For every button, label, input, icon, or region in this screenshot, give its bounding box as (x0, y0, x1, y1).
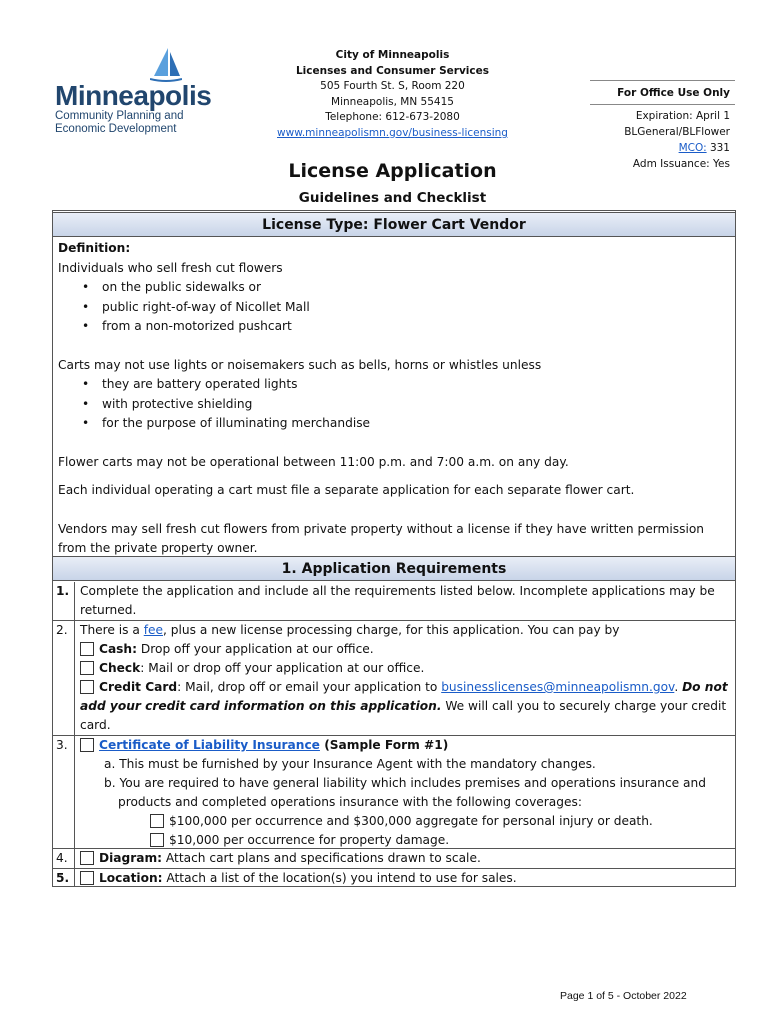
list-item: • for the purpose of illuminating merchandise (102, 414, 728, 434)
sample-form-label: (Sample Form #1) (319, 738, 449, 752)
definition-section (58, 239, 728, 559)
insurance-item-a: a. This must be furnished by your Insurance Agent with the mandatory changes. (104, 757, 596, 771)
list-item: • with protective shielding (102, 395, 728, 415)
cash-text: Drop off your application at our office. (136, 642, 374, 656)
private-property-text: Vendors may sell fresh cut flowers from private property without a license if they have written permission from the private property owner. (58, 521, 705, 555)
location-checkbox[interactable] (80, 871, 94, 885)
adm-issuance: Adm Issuance: Yes (632, 158, 730, 170)
page-title: License Application (288, 160, 497, 182)
fee-post: , plus a new license processing charge, for this application. You can pay by (163, 623, 620, 637)
division-name: Licenses and Consumer Services (295, 64, 490, 77)
credit-card-warning: Do not add your credit card information on this application. (80, 680, 728, 713)
mco-value: 331 (706, 142, 730, 154)
credit-card-checkbox[interactable] (80, 680, 94, 694)
row-number: 2. (56, 623, 68, 637)
coverage-2-checkbox[interactable] (150, 833, 164, 847)
page-footer: Page 1 of 5 - October 2022 (560, 990, 687, 1002)
requirement-text: Complete the application and include all the requirements listed below. Incomplete applications may be returned. (80, 584, 715, 617)
fee-link[interactable]: fee (143, 623, 164, 637)
list-item: • on the public sidewalks or (102, 278, 728, 298)
separate-application-text: Each individual operating a cart must file a separate application for each separate flower cart. (58, 483, 635, 497)
location-text: Attach a list of the location(s) you intend to use for sales. (162, 871, 517, 885)
page-subtitle: Guidelines and Checklist (298, 190, 487, 206)
office-use-block (590, 108, 730, 172)
address-line-1: 505 Fourth St. S, Room 220 (320, 80, 465, 92)
website-link[interactable]: www.minneapolismn.gov/business-licensing (277, 126, 508, 139)
mco (590, 140, 730, 156)
cart-bullets (58, 375, 728, 434)
requirement-row-2 (52, 621, 736, 735)
license-type-bar: License Type: Flower Cart Vendor (52, 212, 736, 237)
number-column-divider (74, 582, 75, 887)
row-number: 1. (56, 584, 70, 598)
requirements-heading-bar: 1. Application Requirements (52, 556, 736, 581)
expiration: Expiration: April 1 (635, 110, 730, 122)
insurance-item-b: b. You are required to have general liability which includes premises and operations insurance and products and completed operations insurance with the following coverages: (104, 776, 706, 809)
list-item: • they are battery operated lights (102, 375, 728, 395)
mco-link[interactable]: MCO: (678, 142, 707, 154)
credit-card-label: Credit Card (99, 680, 178, 694)
fee-pre: There is a (80, 623, 144, 637)
phone: Telephone: 612-673-2080 (325, 111, 460, 123)
check-checkbox[interactable] (80, 661, 94, 675)
requirement-row-5 (52, 869, 736, 888)
office-address-block (260, 48, 525, 141)
credit-card-text: : Mail, drop off or email your application to (177, 680, 442, 694)
check-label: Check (99, 661, 141, 675)
cash-label: Cash: (99, 642, 137, 656)
address-line-2: Minneapolis, MN 55415 (331, 95, 454, 108)
cash-checkbox[interactable] (80, 642, 94, 656)
definition-label: Definition: (58, 241, 131, 255)
credit-card-period: . (674, 680, 683, 694)
office-use-title: For Office Use Only (617, 87, 730, 99)
location-label: Location: (99, 871, 163, 885)
diagram-label: Diagram: (99, 851, 163, 865)
office-divider-bottom (590, 104, 735, 105)
org-name: City of Minneapolis (335, 49, 450, 61)
email-link[interactable]: businesslicenses@minneapolismn.gov (441, 680, 675, 694)
diagram-text: Attach cart plans and specifications drawn to scale. (162, 851, 481, 865)
requirement-row-4 (52, 849, 736, 868)
hours-text: Flower carts may not be operational between 11:00 p.m. and 7:00 a.m. on any day. (58, 454, 569, 469)
carts-intro: Carts may not use lights or noisemakers such as bells, horns or whistles unless (58, 357, 542, 372)
office-divider-top (590, 80, 735, 81)
insurance-checkbox[interactable] (80, 738, 94, 752)
coverage-1-checkbox[interactable] (150, 814, 164, 828)
insurance-link[interactable]: Certificate of Liability Insurance (99, 738, 320, 752)
list-item: • public right-of-way of Nicollet Mall (102, 298, 728, 318)
logo-subtitle-line1: Community Planning and (55, 110, 184, 122)
coverage-1-text: $100,000 per occurrence and $300,000 aggregate for personal injury or death. (169, 814, 653, 828)
requirement-row-1 (52, 582, 736, 620)
definition-intro: Individuals who sell fresh cut flowers (58, 260, 283, 275)
row-number: 4. (56, 851, 68, 865)
requirement-row-3 (52, 736, 736, 848)
row-number: 3. (56, 738, 68, 752)
logo-wordmark: Minneapolis (55, 80, 212, 111)
row-number: 5. (56, 871, 70, 885)
check-text: : Mail or drop off your application at our office. (140, 661, 425, 675)
logo-subtitle (55, 110, 184, 136)
list-item: • from a non-motorized pushcart (102, 317, 728, 337)
coverage-2-text: $10,000 per occurrence for property damage. (169, 833, 450, 847)
license-code: BLGeneral/BLFlower (624, 126, 730, 138)
logo-subtitle-line2: Economic Development (55, 123, 177, 135)
diagram-checkbox[interactable] (80, 851, 94, 865)
credit-card-after: We will call you to securely charge your credit card. (80, 699, 727, 732)
sailboat-logo-icon (150, 46, 182, 84)
definition-bullets (58, 278, 728, 337)
